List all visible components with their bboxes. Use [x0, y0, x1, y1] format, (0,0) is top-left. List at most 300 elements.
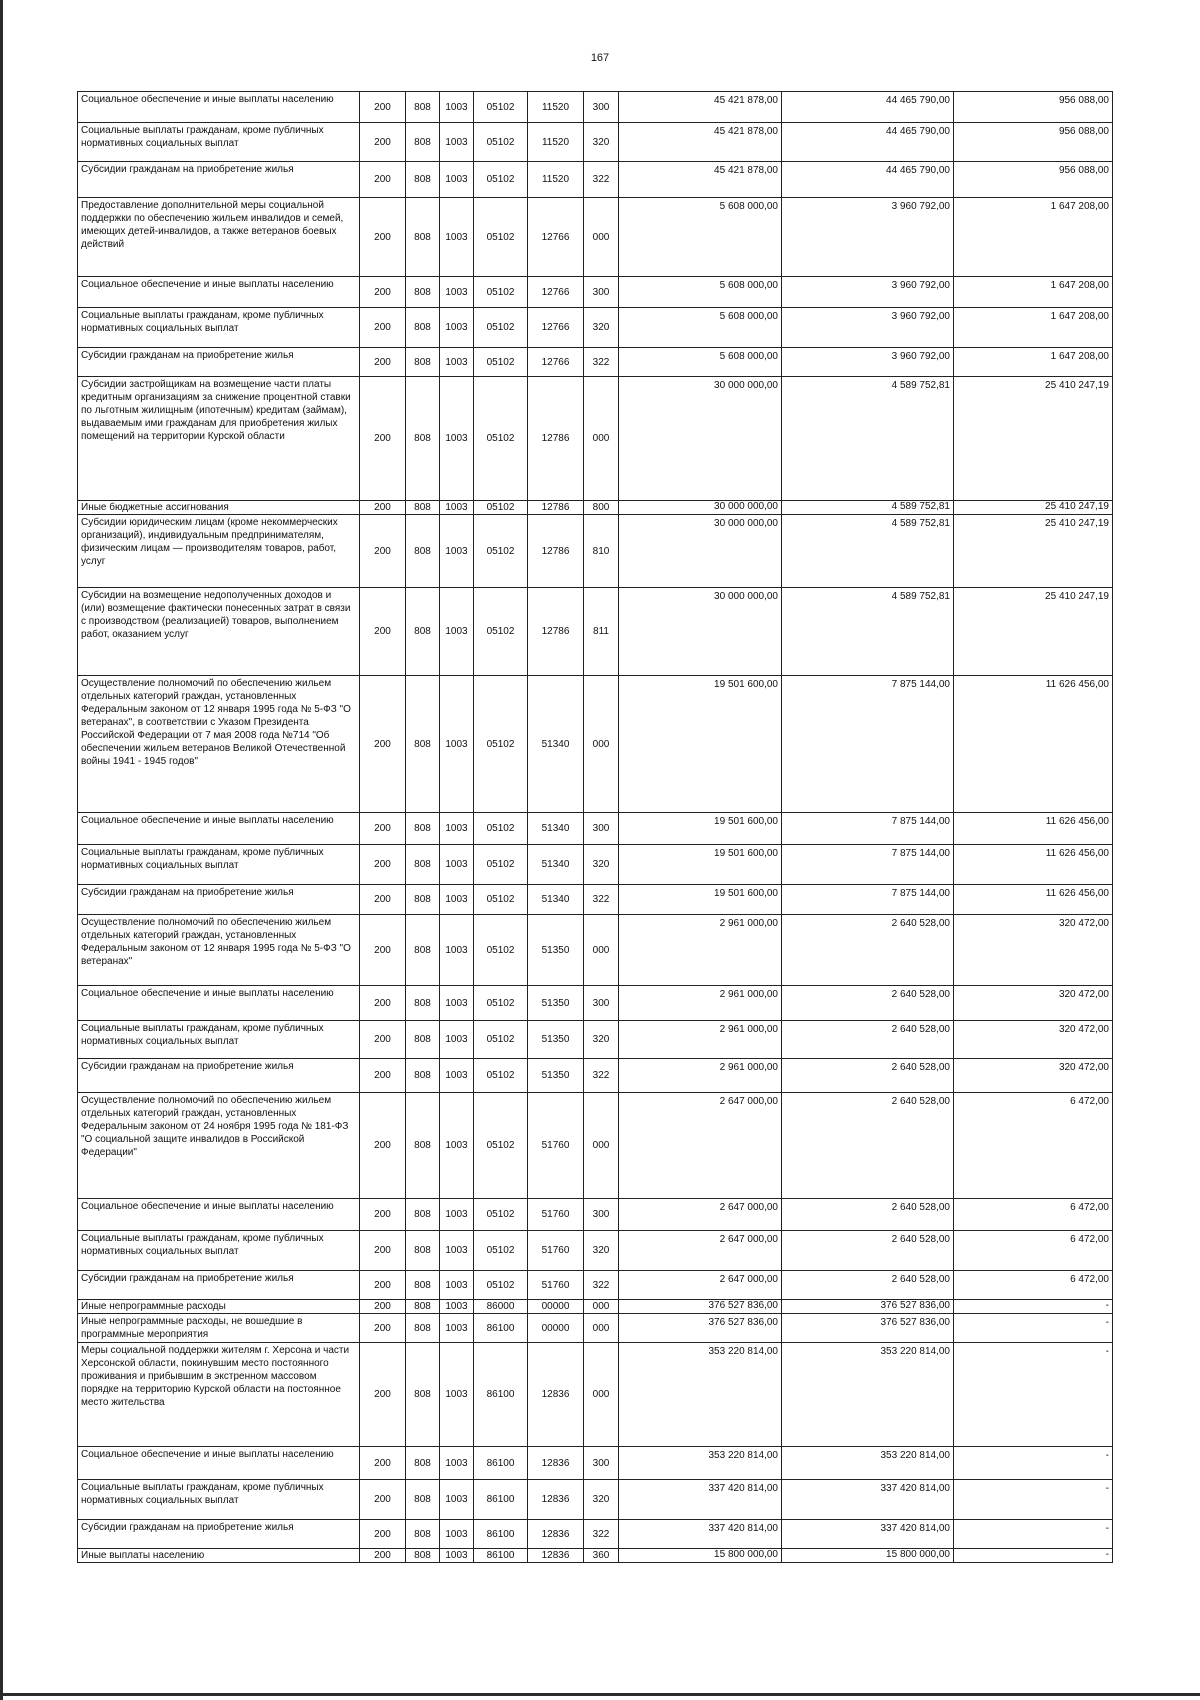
code-direction: 51350 [528, 986, 584, 1021]
table-row [78, 277, 1113, 308]
code-section: 1003 [440, 377, 474, 501]
code-ministry: 808 [406, 198, 440, 277]
amount-planned: 19 501 600,00 [619, 813, 782, 845]
amount-executed: 7 875 144,00 [782, 813, 954, 845]
code-direction: 51760 [528, 1271, 584, 1300]
row-name: Социальное обеспечение и иные выплаты населению [78, 1199, 360, 1231]
table-row [78, 813, 1113, 845]
code-ministry: 808 [406, 1520, 440, 1549]
code-ministry: 808 [406, 1093, 440, 1199]
code-program: 86100 [474, 1447, 528, 1480]
code-expense-type: 000 [584, 676, 619, 813]
code-program: 86100 [474, 1480, 528, 1520]
row-name: Социальные выплаты гражданам, кроме публичных нормативных социальных выплат [78, 123, 360, 162]
code-section: 1003 [440, 501, 474, 515]
code-admin: 200 [360, 1059, 406, 1093]
table-row [78, 1231, 1113, 1271]
scan-border-bottom [0, 1693, 1200, 1696]
table-row [78, 308, 1113, 348]
row-name: Субсидии на возмещение недополученных доходов и (или) возмещение фактически понесенных затрат в связи с производством (реализацией) товаров, выполнением работ, оказанием услуг [78, 588, 360, 676]
amount-executed: 3 960 792,00 [782, 308, 954, 348]
code-program: 05102 [474, 123, 528, 162]
table-row [78, 1480, 1113, 1520]
code-admin: 200 [360, 845, 406, 885]
page-number: 167 [590, 52, 610, 64]
amount-executed: 44 465 790,00 [782, 162, 954, 198]
amount-remaining: 1 647 208,00 [954, 277, 1113, 308]
table-row [78, 123, 1113, 162]
code-direction: 11520 [528, 162, 584, 198]
amount-remaining: 11 626 456,00 [954, 676, 1113, 813]
code-ministry: 808 [406, 123, 440, 162]
amount-remaining: 6 472,00 [954, 1093, 1113, 1199]
code-expense-type: 360 [584, 1549, 619, 1563]
code-program: 05102 [474, 1093, 528, 1199]
row-name: Социальное обеспечение и иные выплаты населению [78, 986, 360, 1021]
amount-remaining: 1 647 208,00 [954, 308, 1113, 348]
code-ministry: 808 [406, 1300, 440, 1314]
amount-remaining: 11 626 456,00 [954, 885, 1113, 915]
code-section: 1003 [440, 308, 474, 348]
row-name: Социальные выплаты гражданам, кроме публичных нормативных социальных выплат [78, 1231, 360, 1271]
code-admin: 200 [360, 1300, 406, 1314]
amount-executed: 2 640 528,00 [782, 915, 954, 986]
code-expense-type: 000 [584, 198, 619, 277]
code-admin: 200 [360, 377, 406, 501]
code-expense-type: 000 [584, 1300, 619, 1314]
table-row [78, 1447, 1113, 1480]
code-expense-type: 000 [584, 1093, 619, 1199]
code-admin: 200 [360, 515, 406, 588]
amount-planned: 19 501 600,00 [619, 845, 782, 885]
code-section: 1003 [440, 1059, 474, 1093]
code-section: 1003 [440, 1520, 474, 1549]
code-admin: 200 [360, 1199, 406, 1231]
amount-planned: 5 608 000,00 [619, 277, 782, 308]
code-ministry: 808 [406, 1199, 440, 1231]
code-ministry: 808 [406, 501, 440, 515]
row-name: Социальные выплаты гражданам, кроме публичных нормативных социальных выплат [78, 308, 360, 348]
code-direction: 00000 [528, 1314, 584, 1343]
code-expense-type: 810 [584, 515, 619, 588]
code-admin: 200 [360, 986, 406, 1021]
code-expense-type: 322 [584, 348, 619, 377]
code-expense-type: 300 [584, 813, 619, 845]
code-section: 1003 [440, 348, 474, 377]
amount-executed: 44 465 790,00 [782, 92, 954, 123]
code-admin: 200 [360, 1314, 406, 1343]
code-admin: 200 [360, 501, 406, 515]
table-row [78, 1549, 1113, 1563]
table-row [78, 915, 1113, 986]
code-program: 05102 [474, 1271, 528, 1300]
code-direction: 51340 [528, 885, 584, 915]
amount-planned: 19 501 600,00 [619, 885, 782, 915]
code-section: 1003 [440, 1271, 474, 1300]
table-row [78, 348, 1113, 377]
code-direction: 51350 [528, 1059, 584, 1093]
code-section: 1003 [440, 1231, 474, 1271]
table-body [78, 92, 1113, 1563]
code-admin: 200 [360, 588, 406, 676]
code-expense-type: 300 [584, 1447, 619, 1480]
amount-executed: 2 640 528,00 [782, 1093, 954, 1199]
code-expense-type: 320 [584, 308, 619, 348]
code-section: 1003 [440, 1343, 474, 1447]
code-program: 05102 [474, 348, 528, 377]
table-row [78, 1300, 1113, 1314]
table-row [78, 1314, 1113, 1343]
code-admin: 200 [360, 348, 406, 377]
amount-executed: 2 640 528,00 [782, 1271, 954, 1300]
row-name: Осуществление полномочий по обеспечению жильем отдельных категорий граждан, установленных Федеральным законом от 24 ноября 1995 года № 181-ФЗ "О социальной защите инвалидов в Российской Федерации" [78, 1093, 360, 1199]
amount-planned: 45 421 878,00 [619, 123, 782, 162]
amount-executed: 7 875 144,00 [782, 885, 954, 915]
amount-remaining: 25 410 247,19 [954, 588, 1113, 676]
amount-remaining: - [954, 1480, 1113, 1520]
amount-planned: 337 420 814,00 [619, 1520, 782, 1549]
code-program: 86100 [474, 1520, 528, 1549]
amount-remaining: 11 626 456,00 [954, 845, 1113, 885]
amount-remaining: 25 410 247,19 [954, 501, 1113, 515]
code-ministry: 808 [406, 1231, 440, 1271]
code-program: 05102 [474, 813, 528, 845]
code-direction: 51760 [528, 1093, 584, 1199]
amount-executed: 337 420 814,00 [782, 1480, 954, 1520]
code-admin: 200 [360, 1093, 406, 1199]
code-direction: 12836 [528, 1343, 584, 1447]
code-program: 86100 [474, 1549, 528, 1563]
amount-planned: 5 608 000,00 [619, 198, 782, 277]
code-direction: 12786 [528, 501, 584, 515]
code-ministry: 808 [406, 515, 440, 588]
code-expense-type: 322 [584, 1271, 619, 1300]
row-name: Социальное обеспечение и иные выплаты населению [78, 277, 360, 308]
table-row [78, 885, 1113, 915]
code-direction: 12766 [528, 308, 584, 348]
amount-remaining: 1 647 208,00 [954, 348, 1113, 377]
row-name: Субсидии гражданам на приобретение жилья [78, 162, 360, 198]
code-program: 05102 [474, 198, 528, 277]
code-ministry: 808 [406, 1059, 440, 1093]
code-program: 05102 [474, 515, 528, 588]
code-ministry: 808 [406, 1549, 440, 1563]
code-expense-type: 322 [584, 1059, 619, 1093]
code-section: 1003 [440, 915, 474, 986]
code-program: 05102 [474, 1231, 528, 1271]
code-section: 1003 [440, 1314, 474, 1343]
code-program: 05102 [474, 1059, 528, 1093]
row-name: Иные непрограммные расходы [78, 1300, 360, 1314]
code-expense-type: 320 [584, 1231, 619, 1271]
amount-executed: 4 589 752,81 [782, 515, 954, 588]
scan-border-left [0, 0, 3, 1700]
row-name: Социальные выплаты гражданам, кроме публичных нормативных социальных выплат [78, 1021, 360, 1059]
code-direction: 12836 [528, 1480, 584, 1520]
amount-remaining: 11 626 456,00 [954, 813, 1113, 845]
amount-remaining: 6 472,00 [954, 1271, 1113, 1300]
code-direction: 12786 [528, 377, 584, 501]
code-admin: 200 [360, 123, 406, 162]
code-ministry: 808 [406, 348, 440, 377]
code-ministry: 808 [406, 1343, 440, 1447]
amount-remaining: - [954, 1447, 1113, 1480]
code-section: 1003 [440, 845, 474, 885]
amount-executed: 3 960 792,00 [782, 348, 954, 377]
code-program: 05102 [474, 277, 528, 308]
amount-remaining: 320 472,00 [954, 1059, 1113, 1093]
code-direction: 12766 [528, 198, 584, 277]
code-program: 05102 [474, 377, 528, 501]
code-ministry: 808 [406, 308, 440, 348]
amount-planned: 30 000 000,00 [619, 588, 782, 676]
row-name: Социальное обеспечение и иные выплаты населению [78, 813, 360, 845]
amount-planned: 45 421 878,00 [619, 92, 782, 123]
code-expense-type: 300 [584, 277, 619, 308]
code-ministry: 808 [406, 1447, 440, 1480]
row-name: Социальное обеспечение и иные выплаты населению [78, 92, 360, 123]
code-section: 1003 [440, 123, 474, 162]
amount-planned: 2 961 000,00 [619, 1059, 782, 1093]
amount-planned: 353 220 814,00 [619, 1447, 782, 1480]
amount-executed: 7 875 144,00 [782, 676, 954, 813]
code-ministry: 808 [406, 676, 440, 813]
row-name: Осуществление полномочий по обеспечению жильем отдельных категорий граждан, установленных Федеральным законом от 12 января 1995 года № 5-ФЗ "О ветеранах" [78, 915, 360, 986]
amount-executed: 2 640 528,00 [782, 1021, 954, 1059]
amount-planned: 30 000 000,00 [619, 515, 782, 588]
code-expense-type: 000 [584, 1343, 619, 1447]
amount-remaining: - [954, 1343, 1113, 1447]
amount-planned: 353 220 814,00 [619, 1343, 782, 1447]
amount-planned: 45 421 878,00 [619, 162, 782, 198]
table-row [78, 1093, 1113, 1199]
code-section: 1003 [440, 92, 474, 123]
row-name: Иные выплаты населению [78, 1549, 360, 1563]
amount-executed: 7 875 144,00 [782, 845, 954, 885]
code-section: 1003 [440, 588, 474, 676]
code-section: 1003 [440, 198, 474, 277]
amount-remaining: 25 410 247,19 [954, 377, 1113, 501]
amount-planned: 30 000 000,00 [619, 501, 782, 515]
code-section: 1003 [440, 1199, 474, 1231]
code-ministry: 808 [406, 1271, 440, 1300]
table-row [78, 92, 1113, 123]
code-admin: 200 [360, 676, 406, 813]
code-expense-type: 320 [584, 1480, 619, 1520]
amount-executed: 376 527 836,00 [782, 1314, 954, 1343]
code-direction: 51340 [528, 845, 584, 885]
amount-planned: 376 527 836,00 [619, 1300, 782, 1314]
row-name: Иные бюджетные ассигнования [78, 501, 360, 515]
amount-executed: 2 640 528,00 [782, 1231, 954, 1271]
table-row [78, 501, 1113, 515]
code-expense-type: 000 [584, 377, 619, 501]
amount-planned: 19 501 600,00 [619, 676, 782, 813]
code-direction: 51760 [528, 1231, 584, 1271]
amount-executed: 44 465 790,00 [782, 123, 954, 162]
code-ministry: 808 [406, 915, 440, 986]
amount-planned: 2 647 000,00 [619, 1271, 782, 1300]
amount-remaining: - [954, 1314, 1113, 1343]
code-admin: 200 [360, 1231, 406, 1271]
amount-planned: 30 000 000,00 [619, 377, 782, 501]
row-name: Субсидии юридическим лицам (кроме некоммерческих организаций), индивидуальным предпринимателям, физическим лицам — производителям товаров, работ, услуг [78, 515, 360, 588]
code-ministry: 808 [406, 845, 440, 885]
amount-planned: 5 608 000,00 [619, 308, 782, 348]
budget-table [77, 91, 1113, 1563]
table-row [78, 1271, 1113, 1300]
code-direction: 51760 [528, 1199, 584, 1231]
row-name: Социальные выплаты гражданам, кроме публичных нормативных социальных выплат [78, 1480, 360, 1520]
row-name: Предоставление дополнительной меры социальной поддержки по обеспечению жильем инвалидов и семей, имеющих детей-инвалидов, а также ветеранов боевых действий [78, 198, 360, 277]
code-program: 05102 [474, 588, 528, 676]
amount-executed: 4 589 752,81 [782, 377, 954, 501]
code-admin: 200 [360, 885, 406, 915]
code-expense-type: 811 [584, 588, 619, 676]
amount-planned: 5 608 000,00 [619, 348, 782, 377]
amount-remaining: 1 647 208,00 [954, 198, 1113, 277]
row-name: Осуществление полномочий по обеспечению жильем отдельных категорий граждан, установленных Федеральным законом от 12 января 1995 года № 5-ФЗ "О ветеранах", в соответствии с Указом Президента Российской Федерации от 7 мая 2008 года №714 "Об обеспечении жильем ветеранов Великой Отечественной войны 1941 - 1945 годов" [78, 676, 360, 813]
code-ministry: 808 [406, 277, 440, 308]
amount-executed: 376 527 836,00 [782, 1300, 954, 1314]
code-program: 05102 [474, 162, 528, 198]
code-expense-type: 320 [584, 1021, 619, 1059]
code-direction: 11520 [528, 92, 584, 123]
amount-planned: 2 961 000,00 [619, 1021, 782, 1059]
amount-executed: 4 589 752,81 [782, 588, 954, 676]
row-name: Субсидии гражданам на приобретение жилья [78, 1059, 360, 1093]
code-admin: 200 [360, 915, 406, 986]
code-admin: 200 [360, 92, 406, 123]
code-direction: 11520 [528, 123, 584, 162]
code-section: 1003 [440, 676, 474, 813]
code-program: 86100 [474, 1314, 528, 1343]
amount-planned: 2 647 000,00 [619, 1231, 782, 1271]
code-section: 1003 [440, 1549, 474, 1563]
code-admin: 200 [360, 162, 406, 198]
code-direction: 51340 [528, 676, 584, 813]
row-name: Субсидии гражданам на приобретение жилья [78, 1271, 360, 1300]
amount-executed: 353 220 814,00 [782, 1447, 954, 1480]
amount-planned: 2 961 000,00 [619, 915, 782, 986]
table-row [78, 198, 1113, 277]
code-expense-type: 322 [584, 162, 619, 198]
code-expense-type: 300 [584, 92, 619, 123]
table-row [78, 377, 1113, 501]
code-expense-type: 000 [584, 1314, 619, 1343]
code-direction: 51350 [528, 915, 584, 986]
code-program: 05102 [474, 915, 528, 986]
code-admin: 200 [360, 1271, 406, 1300]
code-program: 86100 [474, 1343, 528, 1447]
amount-remaining: 956 088,00 [954, 92, 1113, 123]
amount-executed: 3 960 792,00 [782, 277, 954, 308]
code-direction: 12786 [528, 588, 584, 676]
amount-executed: 337 420 814,00 [782, 1520, 954, 1549]
code-direction: 51350 [528, 1021, 584, 1059]
table-row [78, 588, 1113, 676]
code-ministry: 808 [406, 986, 440, 1021]
table-row [78, 986, 1113, 1021]
code-direction: 12766 [528, 277, 584, 308]
amount-planned: 2 647 000,00 [619, 1199, 782, 1231]
code-section: 1003 [440, 1093, 474, 1199]
row-name: Меры социальной поддержки жителям г. Херсона и части Херсонской области, покинувшим место постоянного проживания и прибывшим в экстренном массовом порядке на территорию Курской области на постоянное место жительства [78, 1343, 360, 1447]
amount-planned: 2 647 000,00 [619, 1093, 782, 1199]
code-section: 1003 [440, 1300, 474, 1314]
code-program: 05102 [474, 676, 528, 813]
code-ministry: 808 [406, 1021, 440, 1059]
code-section: 1003 [440, 162, 474, 198]
amount-planned: 15 800 000,00 [619, 1549, 782, 1563]
code-admin: 200 [360, 1520, 406, 1549]
amount-executed: 3 960 792,00 [782, 198, 954, 277]
amount-planned: 376 527 836,00 [619, 1314, 782, 1343]
code-admin: 200 [360, 813, 406, 845]
amount-executed: 15 800 000,00 [782, 1549, 954, 1563]
table-row [78, 1520, 1113, 1549]
amount-remaining: 956 088,00 [954, 123, 1113, 162]
table-row [78, 676, 1113, 813]
amount-remaining: 320 472,00 [954, 915, 1113, 986]
code-ministry: 808 [406, 377, 440, 501]
row-name: Субсидии гражданам на приобретение жилья [78, 348, 360, 377]
code-expense-type: 300 [584, 986, 619, 1021]
table-row [78, 1343, 1113, 1447]
code-section: 1003 [440, 885, 474, 915]
amount-executed: 2 640 528,00 [782, 1059, 954, 1093]
code-program: 05102 [474, 1199, 528, 1231]
code-section: 1003 [440, 1447, 474, 1480]
table-row [78, 1199, 1113, 1231]
code-admin: 200 [360, 1021, 406, 1059]
amount-planned: 2 961 000,00 [619, 986, 782, 1021]
code-program: 05102 [474, 986, 528, 1021]
code-program: 05102 [474, 885, 528, 915]
code-section: 1003 [440, 813, 474, 845]
code-ministry: 808 [406, 92, 440, 123]
amount-executed: 2 640 528,00 [782, 986, 954, 1021]
code-program: 05102 [474, 92, 528, 123]
code-ministry: 808 [406, 885, 440, 915]
code-admin: 200 [360, 308, 406, 348]
row-name: Субсидии гражданам на приобретение жилья [78, 885, 360, 915]
code-ministry: 808 [406, 588, 440, 676]
code-direction: 12836 [528, 1520, 584, 1549]
code-expense-type: 322 [584, 885, 619, 915]
code-direction: 12836 [528, 1549, 584, 1563]
code-program: 05102 [474, 845, 528, 885]
code-section: 1003 [440, 1021, 474, 1059]
code-direction: 51340 [528, 813, 584, 845]
code-ministry: 808 [406, 1314, 440, 1343]
row-name: Социальное обеспечение и иные выплаты населению [78, 1447, 360, 1480]
table-row [78, 1021, 1113, 1059]
amount-planned: 337 420 814,00 [619, 1480, 782, 1520]
amount-remaining: - [954, 1300, 1113, 1314]
code-direction: 12786 [528, 515, 584, 588]
row-name: Иные непрограммные расходы, не вошедшие в программные мероприятия [78, 1314, 360, 1343]
amount-remaining: 25 410 247,19 [954, 515, 1113, 588]
table-row [78, 1059, 1113, 1093]
amount-remaining: 6 472,00 [954, 1231, 1113, 1271]
code-direction: 12766 [528, 348, 584, 377]
code-section: 1003 [440, 1480, 474, 1520]
amount-remaining: 320 472,00 [954, 1021, 1113, 1059]
code-expense-type: 300 [584, 1199, 619, 1231]
amount-remaining: 956 088,00 [954, 162, 1113, 198]
code-expense-type: 322 [584, 1520, 619, 1549]
